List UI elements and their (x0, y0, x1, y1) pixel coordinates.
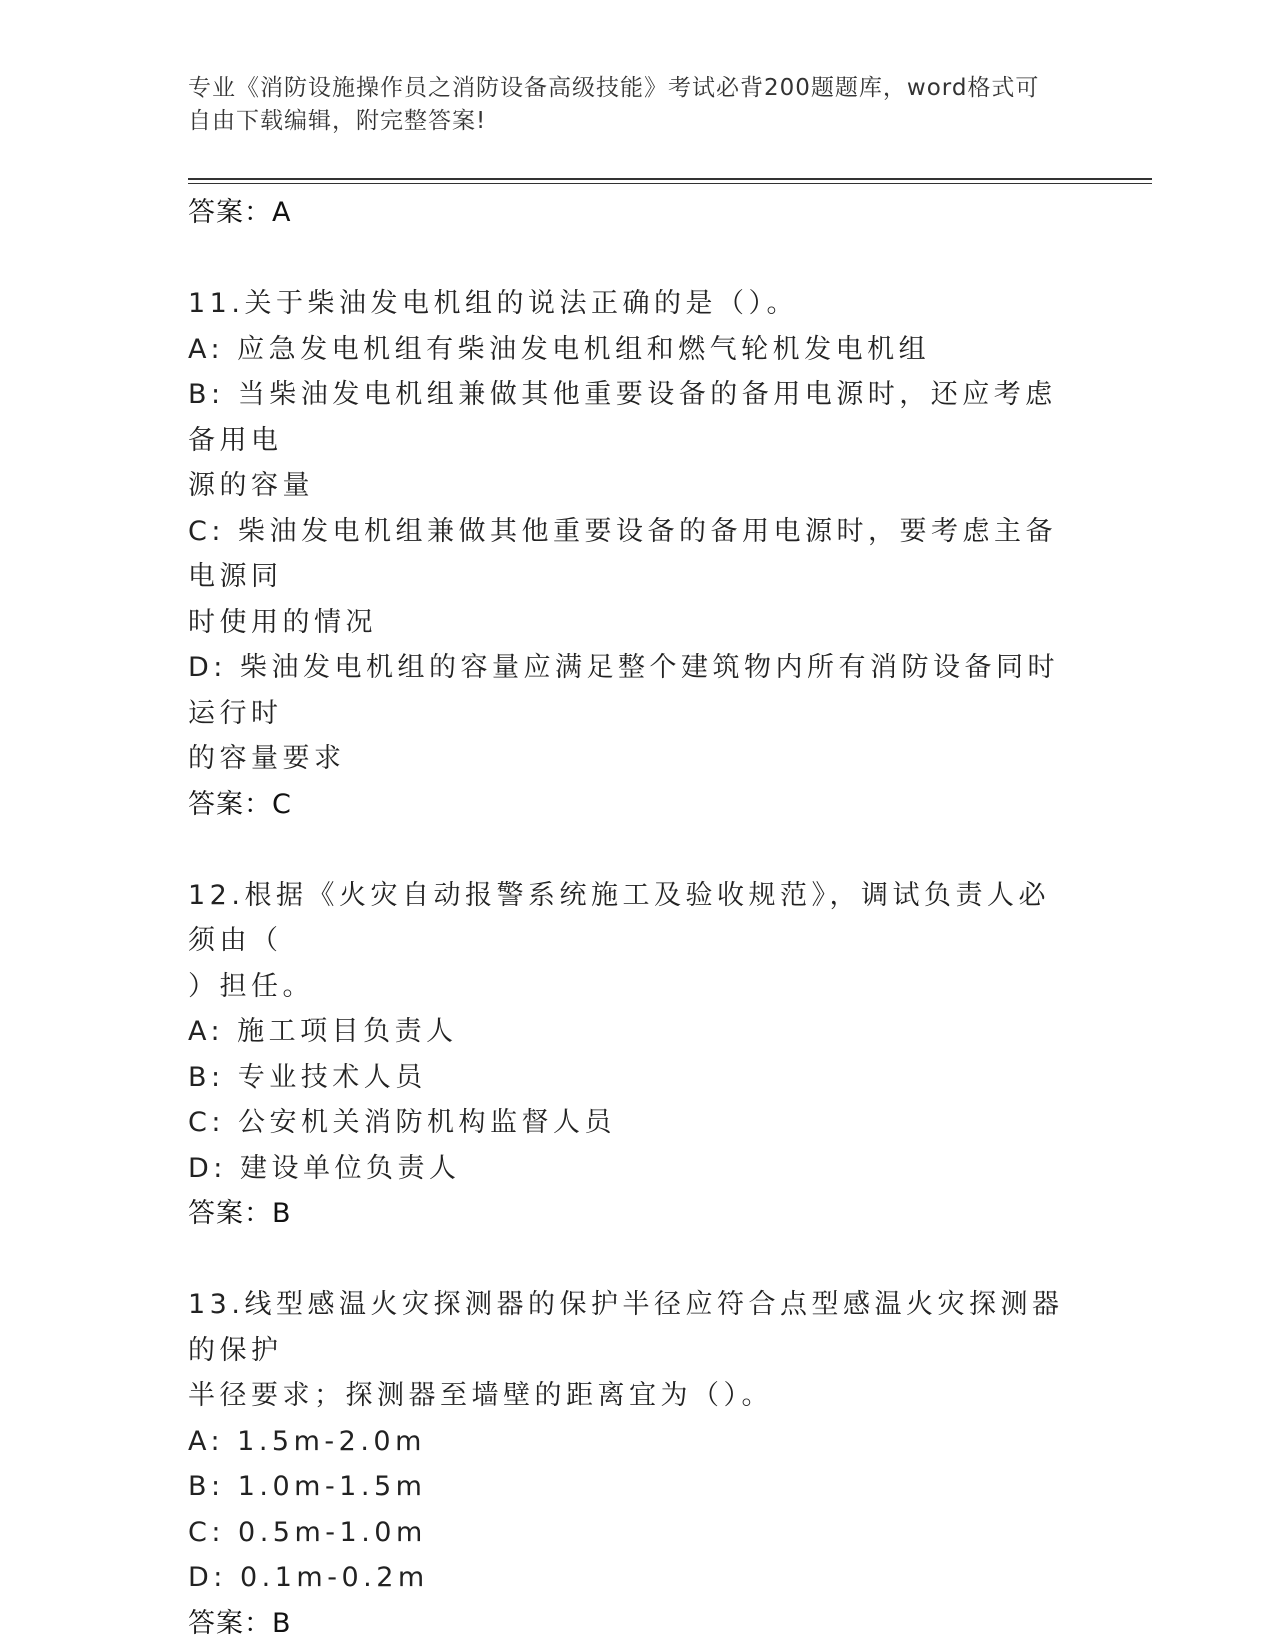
question-12 (188, 873, 1078, 1237)
question-list (188, 190, 1078, 1646)
option-d-continued: 的容量要求 (188, 743, 346, 774)
spacer (188, 827, 1078, 873)
question-stem: 12.根据《火灾自动报警系统施工及验收规范》，调试负责人必须由（ (188, 879, 1050, 956)
option-b-continued: 源的容量 (188, 470, 314, 501)
question-13 (188, 1282, 1078, 1646)
option-a: A: 施工项目负责人 (188, 1016, 458, 1047)
option-c: C: 公安机关消防机构监督人员 (188, 1107, 617, 1138)
option-a: A: 1.5m-2.0m (188, 1425, 426, 1457)
answer: 答案：B (188, 1607, 292, 1639)
answer: 答案：C (188, 788, 292, 820)
option-b: B: 当柴油发电机组兼做其他重要设备的备用电源时，还应考虑备用电 (188, 379, 1057, 456)
option-d: D: 建设单位负责人 (188, 1152, 461, 1184)
question-11 (188, 281, 1078, 827)
option-b: B: 1.0m-1.5m (188, 1471, 427, 1502)
previous-answer: 答案：A (188, 197, 292, 228)
header-divider-thick (188, 178, 1152, 180)
spacer (188, 1237, 1078, 1283)
document-header (188, 72, 1068, 138)
question-stem-continued: 半径要求；探测器至墙壁的距离宜为（）。 (188, 1380, 773, 1411)
option-c: C: 0.5m-1.0m (188, 1516, 427, 1548)
option-d: D: 柴油发电机组的容量应满足整个建筑物内所有消防设备同时运行时 (188, 652, 1059, 729)
header-line-1: 专业《消防设施操作员之消防设备高级技能》考试必背200题题库，word格式可 (188, 75, 1040, 101)
question-stem: 11.关于柴油发电机组的说法正确的是（）。 (188, 288, 798, 319)
spacer (188, 236, 1078, 282)
answer: 答案：B (188, 1198, 292, 1229)
option-c: C: 柴油发电机组兼做其他重要设备的备用电源时，要考虑主备电源同 (188, 515, 1058, 592)
option-a: A: 应急发电机组有柴油发电机组和燃气轮机发电机组 (188, 333, 931, 365)
option-d: D: 0.1m-0.2m (188, 1562, 429, 1593)
header-line-2: 自由下载编辑，附完整答案! (188, 108, 487, 134)
question-stem-continued: ）担任。 (188, 970, 314, 1002)
question-stem: 13.线型感温火灾探测器的保护半径应符合点型感温火灾探测器的保护 (188, 1289, 1064, 1366)
option-c-continued: 时使用的情况 (188, 606, 377, 638)
option-b: B: 专业技术人员 (188, 1061, 427, 1093)
header-divider-thin (188, 183, 1152, 184)
